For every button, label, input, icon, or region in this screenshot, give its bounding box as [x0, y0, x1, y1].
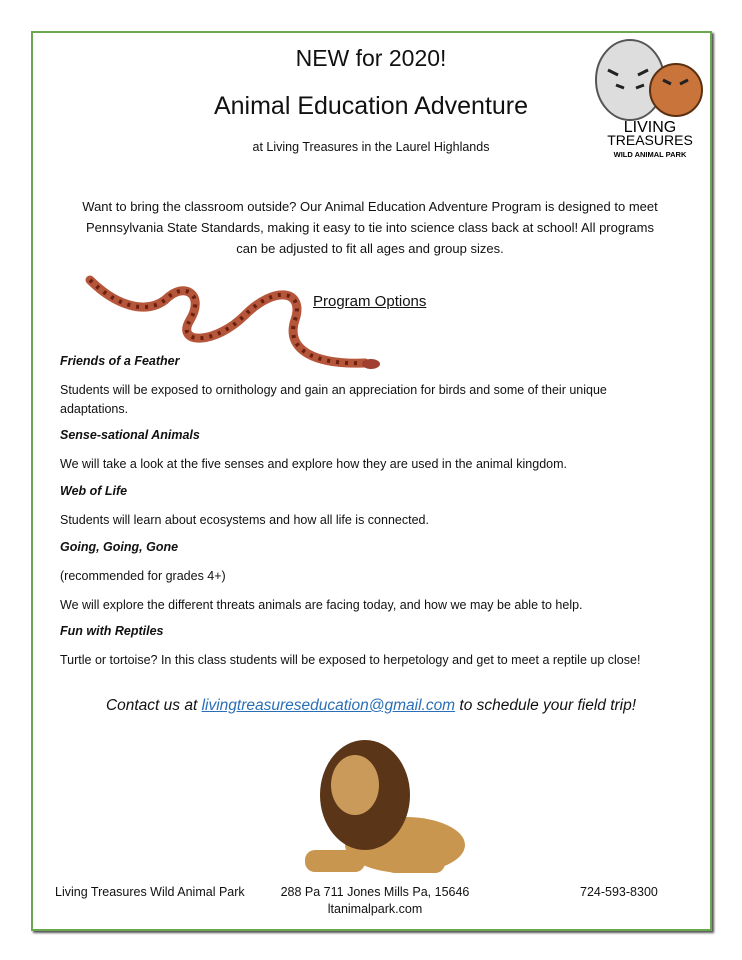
- program-text: We will take a look at the five senses and explore how they are used in the animal kingdom.: [60, 457, 567, 471]
- contact-suffix: to schedule your field trip!: [455, 697, 637, 714]
- page-title: NEW for 2020!: [295, 45, 447, 71]
- contact-line: [0, 697, 742, 715]
- program-text: Students will learn about ecosystems and how all life is connected.: [60, 513, 429, 527]
- email-link[interactable]: livingtreasureseducation@gmail.com: [201, 697, 456, 714]
- lion-image: [285, 735, 475, 880]
- program-title: Sense-sational Animals: [60, 428, 200, 442]
- program-title: Fun with Reptiles: [60, 624, 164, 638]
- living-treasures-logo: [588, 35, 713, 160]
- logo-line3: WILD ANIMAL PARK: [613, 150, 687, 159]
- program-text: We will explore the different threats animals are facing today, and how we may be able to help.: [60, 598, 583, 612]
- page-subtitle: at Living Treasures in the Laurel Highlands: [252, 140, 490, 154]
- footer-address: 288 Pa 711 Jones Mills Pa, 15646: [280, 885, 470, 899]
- logo-line2: TREASURES: [607, 132, 693, 148]
- program-title: Going, Going, Gone: [60, 540, 179, 554]
- program-note: (recommended for grades 4+): [60, 569, 226, 583]
- intro-paragraph: Want to bring the classroom outside? Our Animal Education Adventure Program is designed to meet Pennsylvania State Standards, making it easy to tie into science class back at school! All programs can be adjusted to fit all ages and group sizes.: [82, 199, 658, 256]
- logo-line1: LIVING: [623, 119, 677, 136]
- program-title: Web of Life: [60, 484, 128, 498]
- program-text: Students will be exposed to ornithology and gain an appreciation for birds and some of their unique adaptations.: [60, 383, 607, 416]
- footer-park-name: Living Treasures Wild Animal Park: [55, 885, 245, 899]
- page-heading: Animal Education Adventure: [213, 92, 529, 120]
- footer-website[interactable]: ltanimalpark.com: [327, 902, 423, 916]
- footer-phone: 724-593-8300: [580, 885, 658, 899]
- contact-prefix: Contact us at: [105, 697, 202, 714]
- program-title: Friends of a Feather: [60, 354, 180, 368]
- program-options-heading: Program Options: [313, 293, 427, 310]
- orange-tiger-icon: [650, 64, 702, 116]
- program-text: Turtle or tortoise? In this class students will be exposed to herpetology and get to meet a reptile up close!: [60, 653, 641, 667]
